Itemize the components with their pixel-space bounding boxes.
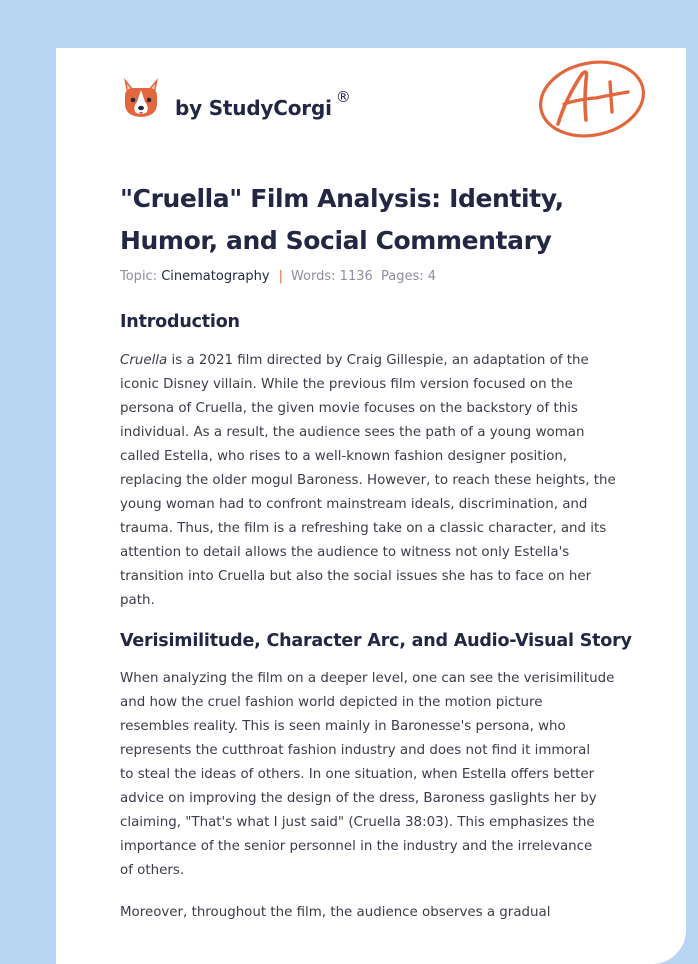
- continuation-paragraph: [120, 901, 630, 925]
- paragraph-line: represents the cutthroat fashion industry and does not find it immoral: [120, 743, 591, 758]
- paragraph-line: Moreover, throughout the film, the audience observes a gradual: [120, 905, 551, 920]
- title-line: Humor, and Social Commentary: [120, 226, 552, 255]
- paragraph-line: attention to detail allows the audience to witness not only Estella's: [120, 545, 570, 560]
- paragraph-line: [120, 349, 630, 373]
- paragraph-line: replacing the older mogul Baroness. However, to reach these heights, the: [120, 473, 616, 488]
- verisimilitude-paragraph: [120, 667, 630, 883]
- paragraph-line: When analyzing the film on a deeper level, one can see the verisimilitude: [120, 671, 615, 686]
- paragraph-line: to steal the ideas of others. In one situation, when Estella offers better: [120, 767, 595, 782]
- intro-paragraph: [120, 349, 630, 613]
- paragraph-line: iconic Disney villain. While the previous film version focused on the: [120, 377, 573, 392]
- document-page: [56, 48, 686, 964]
- paragraph-line: trauma. Thus, the film is a refreshing take on a classic character, and its: [120, 521, 607, 536]
- topic-label: Topic:: [120, 269, 158, 284]
- meta-separator: |: [278, 269, 283, 284]
- paragraph-line: transition into Cruella but also the social issues she has to face on her: [120, 569, 592, 584]
- brand-name[interactable]: [175, 88, 351, 120]
- paragraph-line: young woman had to confront mainstream ideals, discrimination, and: [120, 497, 588, 512]
- corgi-logo-icon: [120, 76, 162, 120]
- article-meta: [120, 269, 436, 284]
- film-title-italic: Cruella: [120, 353, 168, 368]
- paragraph-line: individual. As a result, the audience sees the path of a young woman: [120, 425, 585, 440]
- line-text: is a 2021 film directed by Craig Gillespie, an adaptation of the: [171, 353, 589, 368]
- topic-link[interactable]: Cinematography: [161, 269, 270, 284]
- section-heading-verisimilitude: Verisimilitude, Character Arc, and Audio-Visual Story: [120, 631, 632, 651]
- paragraph-line: path.: [120, 593, 155, 608]
- paragraph-line: importance of the senior personnel in the industry and the irrelevance: [120, 839, 593, 854]
- paragraph-line: called Estella, who rises to a well-known fashion designer position,: [120, 449, 568, 464]
- paragraph-line: resembles reality. This is seen mainly in Baronesse's persona, who: [120, 719, 566, 734]
- registered-mark: ®: [335, 88, 351, 106]
- article-title: [120, 178, 630, 262]
- paragraph-line: of others.: [120, 863, 185, 878]
- a-plus-grade-icon: [536, 58, 652, 140]
- title-line: "Cruella" Film Analysis: Identity,: [120, 184, 564, 213]
- paragraph-line: advice on improving the design of the dress, Baroness gaslights her by: [120, 791, 597, 806]
- paragraph-line: and how the cruel fashion world depicted in the motion picture: [120, 695, 543, 710]
- brand-text: by StudyCorgi: [175, 96, 332, 120]
- section-heading-introduction: Introduction: [120, 312, 240, 332]
- word-count: Words: 1136: [290, 269, 373, 284]
- page-header: [56, 48, 686, 168]
- paragraph-line: claiming, "That's what I just said" (Cruella 38:03). This emphasizes the: [120, 815, 595, 830]
- page-count: Pages: 4: [381, 269, 437, 284]
- paragraph-line: persona of Cruella, the given movie focuses on the backstory of this: [120, 401, 578, 416]
